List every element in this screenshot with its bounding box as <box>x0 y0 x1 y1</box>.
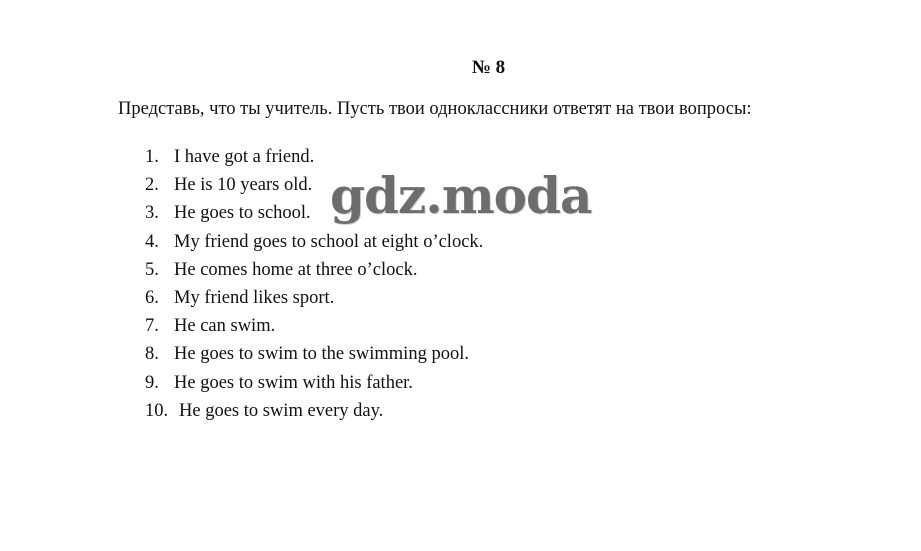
item-number: 10. <box>145 400 169 421</box>
item-text: My friend likes sport. <box>174 287 335 308</box>
item-text: He goes to swim every day. <box>179 400 384 421</box>
item-number: 6. <box>145 287 159 308</box>
item-number: 4. <box>145 231 159 252</box>
list-item <box>145 284 483 312</box>
item-text: He goes to swim to the swimming pool. <box>174 344 469 365</box>
exercise-number: № 8 <box>471 57 506 78</box>
item-number: 2. <box>145 175 159 196</box>
item-text: I have got a friend. <box>174 147 315 167</box>
item-number: 1. <box>145 147 159 167</box>
item-number: 8. <box>145 344 159 365</box>
item-text: He goes to school. <box>174 203 311 224</box>
item-number: 5. <box>145 259 159 280</box>
item-text: He can swim. <box>174 316 276 337</box>
item-number: 9. <box>145 372 159 393</box>
exercise-instruction: Представь, что ты учитель. Пусть твои одноклассники ответят на твои вопросы: <box>118 99 752 119</box>
item-text: My friend goes to school at eight o’clock. <box>174 231 484 252</box>
item-text: He goes to swim with his father. <box>174 372 413 393</box>
list-item <box>145 228 483 256</box>
list-item <box>145 340 483 368</box>
item-text: He is 10 years old. <box>174 175 313 196</box>
list-item <box>145 397 483 425</box>
item-number: 3. <box>145 203 159 224</box>
item-text: He comes home at three o’clock. <box>174 259 418 280</box>
item-number: 7. <box>145 316 159 337</box>
list-item <box>145 312 483 340</box>
list-item <box>145 256 483 284</box>
watermark-logo: gdz.moda <box>330 166 592 225</box>
list-item <box>145 369 483 397</box>
